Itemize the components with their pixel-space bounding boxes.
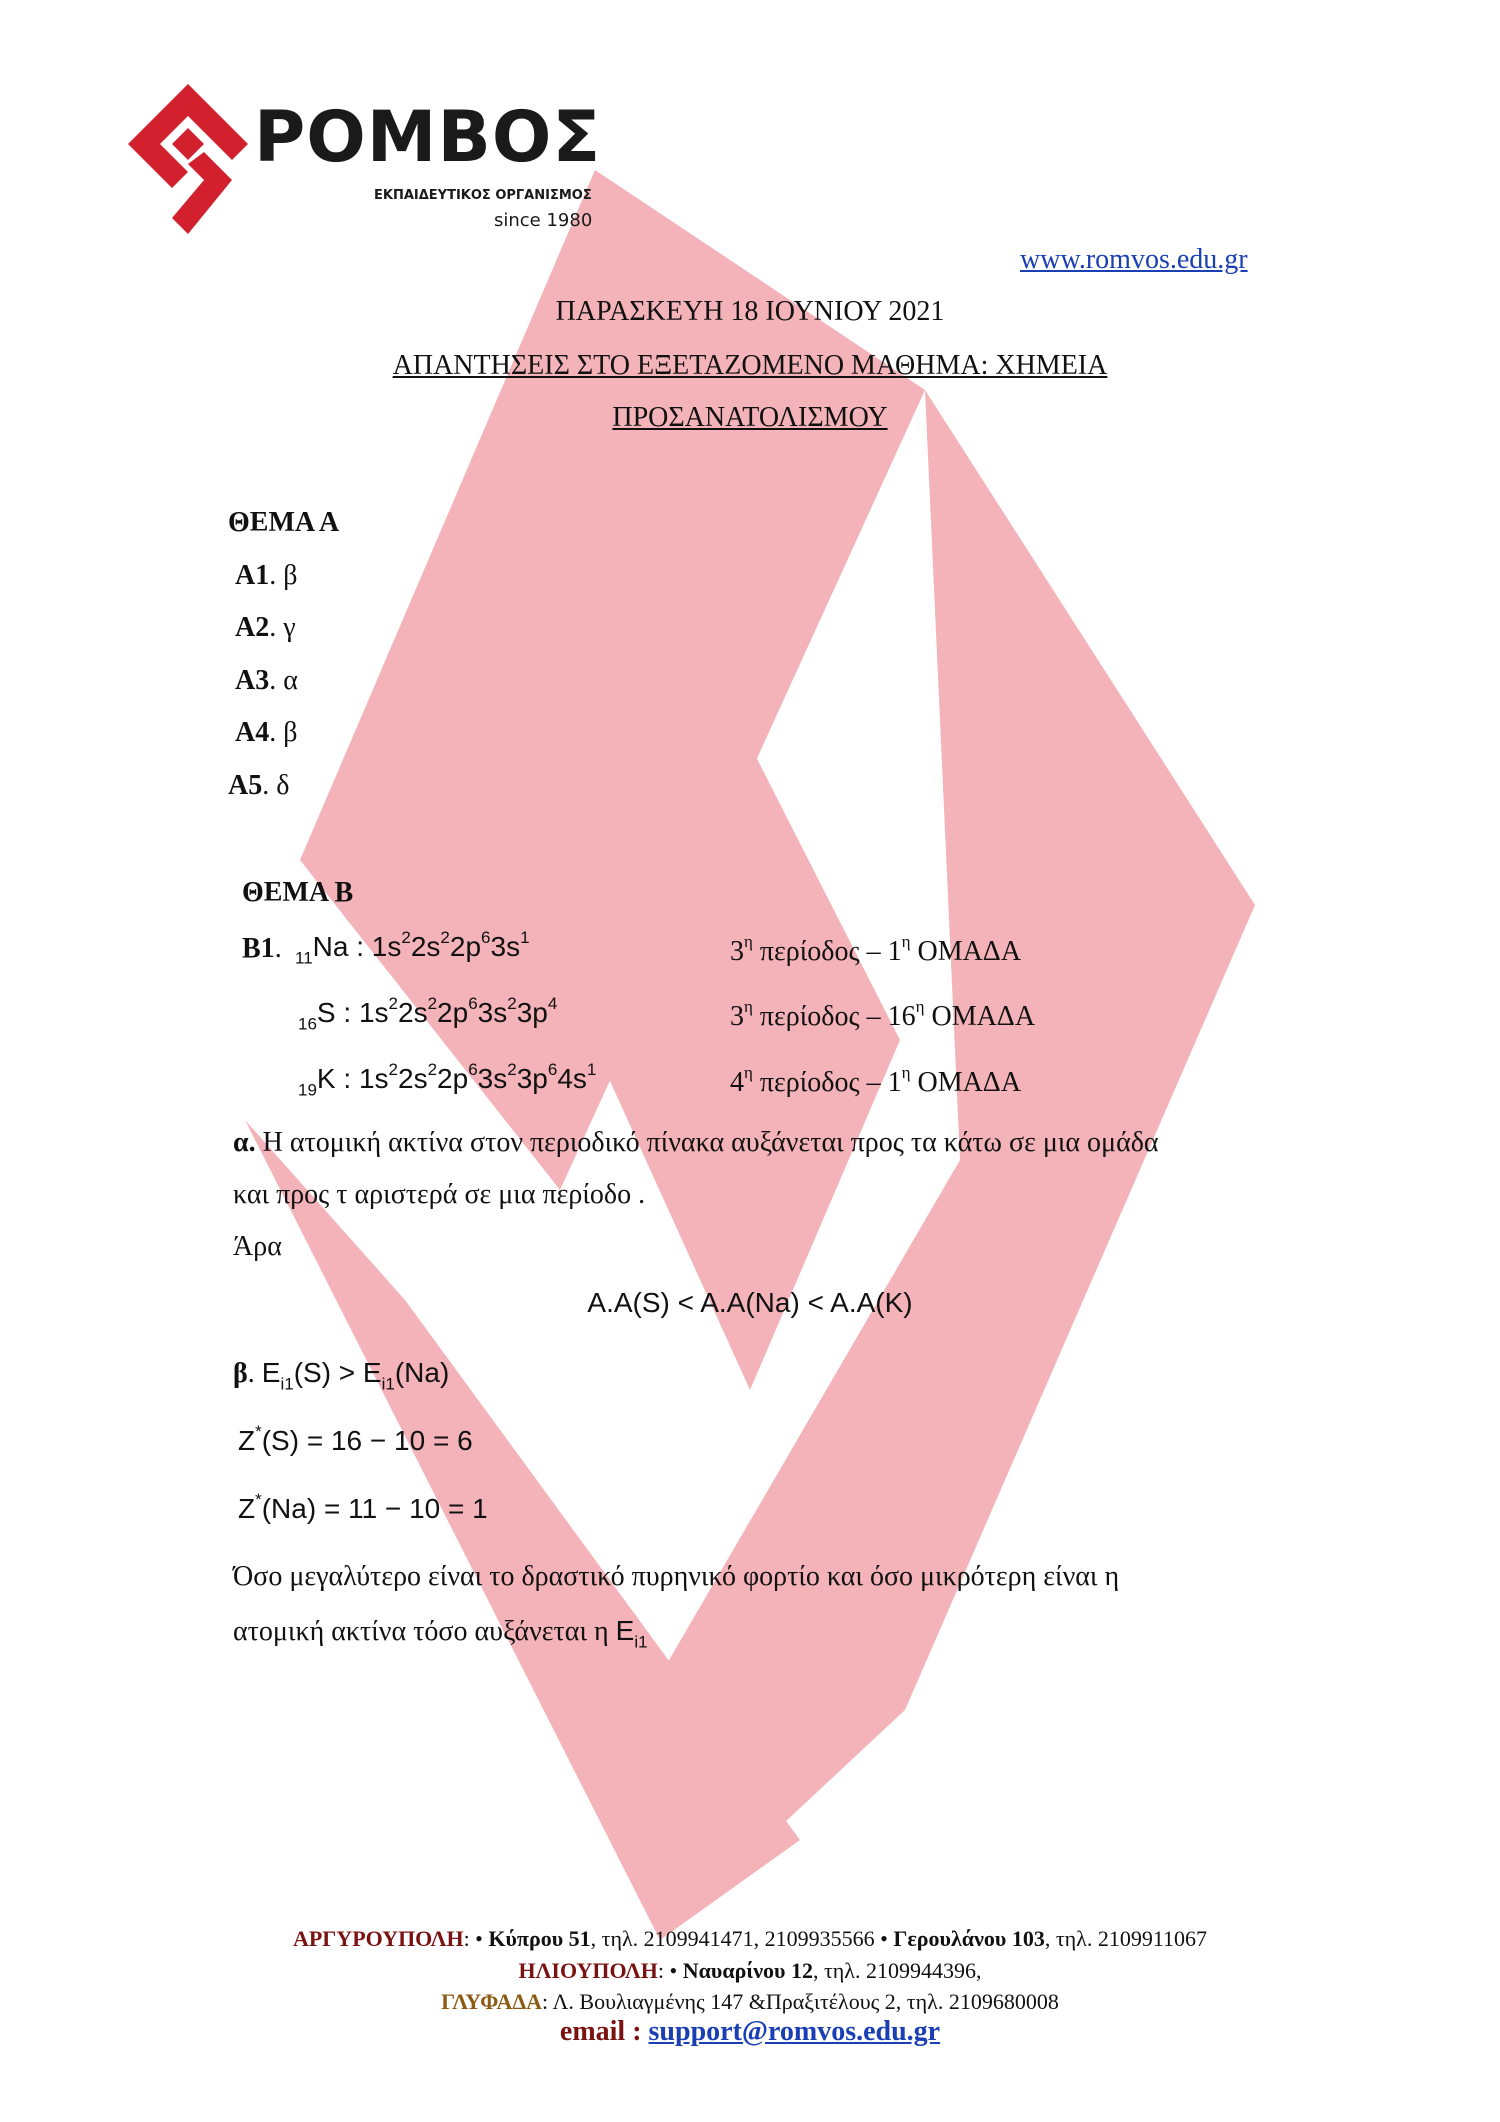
brand-name: ΡΟΜΒΟΣ	[254, 96, 602, 178]
zeff-s: Z*(S) = 16 − 10 = 6	[238, 1422, 473, 1456]
config-s: $_{16}$S : $1s^22s^22p^63s^23p^4$	[298, 994, 558, 1034]
website-link[interactable]: www.romvos.edu.gr	[1020, 244, 1248, 275]
rhombus-logo-icon	[128, 84, 248, 234]
answer-a2: Α2. γ	[235, 612, 296, 643]
brand-since: since 1980	[494, 210, 593, 231]
exam-date: ΠΑΡΑΣΚΕΥΗ 18 ΙΟΥΝΙΟΥ 2021	[555, 296, 945, 327]
period-group-na: $3^\eta$ περίοδος – $1^\eta$ ΟΜΑΔΑ	[730, 932, 1022, 967]
thema-a-heading: ΘΕΜΑ Α	[228, 507, 340, 538]
b1-label: Β1.	[242, 933, 282, 964]
alpha-line1: α. Η ατομική ακτίνα στον περιοδικό πίνακα αυξάνεται προς τα κάτω σε μια ομάδα	[233, 1127, 1159, 1158]
answer-a1: Α1. β	[235, 560, 298, 591]
doc-title-line2: ΠΡΟΣΑΝΑΤΟΛΙΣΜΟΥ	[612, 402, 888, 433]
ara-text: Άρα	[233, 1231, 282, 1262]
config-na: $_{11}$Na : $1s^22s^22p^63s^1$	[295, 928, 530, 968]
alpha-line2: και προς τ αριστερά σε μια περίοδο .	[233, 1179, 646, 1210]
beta-line: β. $E_{i1}(S) > E_{i1}(Na)$	[233, 1357, 450, 1394]
conclusion-line2: ατομική ακτίνα τόσο αυξάνεται η $E_{i1}$	[233, 1615, 648, 1652]
footer-argyroupoli: ΑΡΓΥΡΟΥΠΟΛΗ: • Κύπρου 51, τηλ. 2109941471, 2109935566 • Γερουλάνου 103, τηλ. 2109911067	[292, 1926, 1208, 1951]
answer-a3: Α3. α	[235, 665, 298, 696]
brand-tagline: ΕΚΠΑΙΔΕΥΤΙΚΟΣ ΟΡΓΑΝΙΣΜΟΣ	[374, 188, 592, 203]
thema-b-heading: ΘΕΜΑ Β	[242, 877, 354, 908]
conclusion-line1: Όσο μεγαλύτερο είναι το δραστικό πυρηνικό φορτίο και όσο μικρότερη είναι η	[233, 1561, 1120, 1592]
doc-title-line1: ΑΠΑΝΤΗΣΕΙΣ ΣΤΟ ΕΞΕΤΑΖΟΜΕΝΟ ΜΑΘΗΜΑ: ΧΗΜΕΙΑ	[392, 350, 1108, 381]
zeff-na: Z*(Na) = 11 − 10 = 1	[238, 1490, 488, 1524]
period-group-s: $3^\eta$ περίοδος – $16^\eta$ ΟΜΑΔΑ	[730, 997, 1036, 1032]
config-k: $_{19}$K : $1s^22s^22p^63s^23p^64s^1$	[298, 1060, 597, 1100]
period-group-k: $4^\eta$ περίοδος – $1^\eta$ ΟΜΑΔΑ	[730, 1063, 1022, 1098]
answer-a5: Α5. δ	[228, 770, 290, 801]
footer-glyfada: ΓΛΥΦΑΔΑ: Λ. Βουλιαγμένης 147 &Πραξιτέλους 2, τηλ. 2109680008	[441, 1989, 1059, 2014]
email-link[interactable]: support@romvos.edu.gr	[648, 2016, 941, 2047]
footer-email: email : support@romvos.edu.gr	[559, 2016, 941, 2047]
brand-logo	[128, 84, 602, 234]
answer-a4: Α4. β	[235, 717, 298, 748]
radius-relation: A.A(S) < A.A(Na) < A.A(K)	[587, 1287, 913, 1318]
footer-ilioupoli: ΗΛΙΟΥΠΟΛΗ: • Ναυαρίνου 12, τηλ. 2109944396,	[518, 1958, 982, 1983]
